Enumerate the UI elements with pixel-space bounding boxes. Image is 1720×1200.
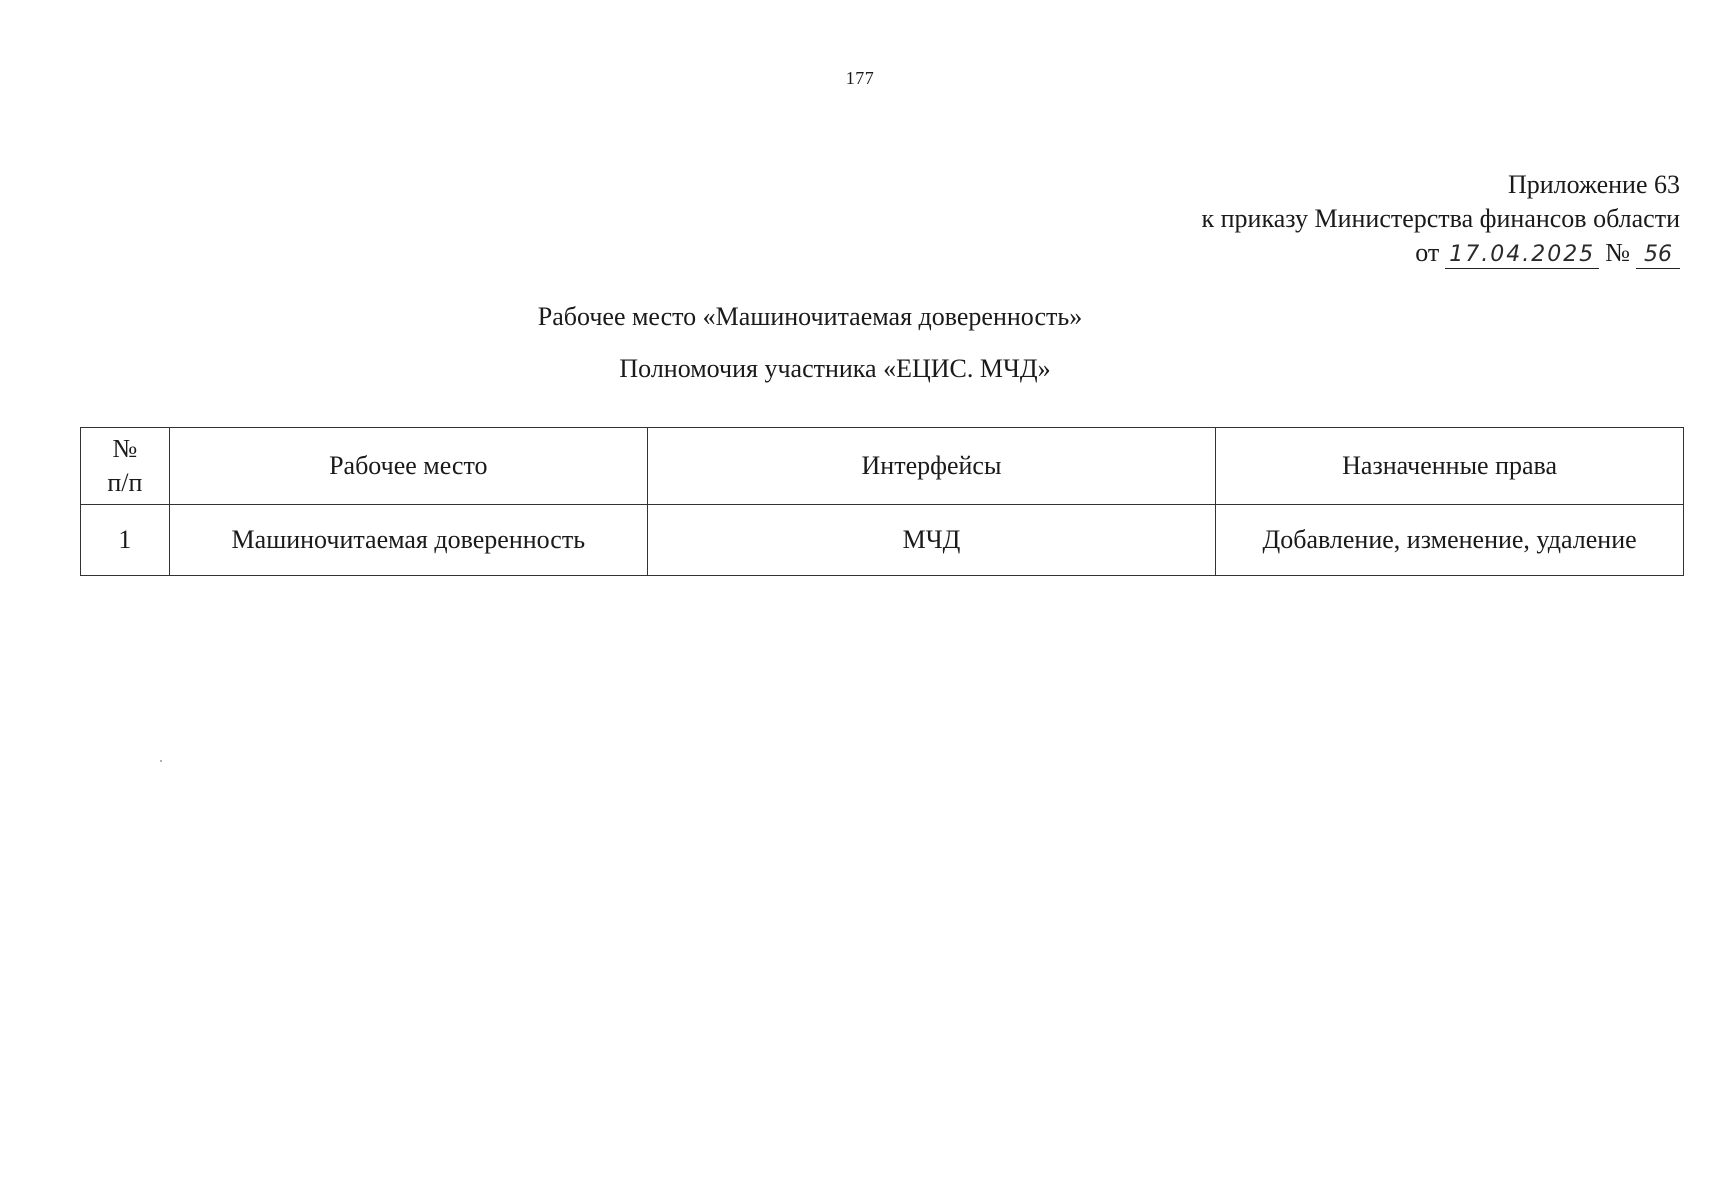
header-workstation: Рабочее место — [169, 428, 647, 505]
appendix-date-line — [980, 236, 1680, 270]
workstation-title: Рабочее место «Машиночитаемая доверенность» — [537, 302, 1083, 331]
handwritten-order-number: 56 — [1636, 242, 1680, 269]
header-number-pp: п/п — [107, 468, 143, 497]
page-number: 177 — [845, 68, 875, 88]
table-row — [81, 505, 1684, 576]
date-prefix: от — [1415, 238, 1440, 267]
number-prefix: № — [1605, 238, 1630, 267]
header-number — [81, 428, 170, 505]
header-number-sign: № — [112, 434, 138, 463]
permissions-title: Полномочия участника «ЕЦИС. МЧД» — [619, 354, 1051, 383]
table-header-row — [81, 428, 1684, 505]
handwritten-date: 17.04.2025 — [1445, 242, 1599, 269]
permissions-table — [80, 427, 1684, 576]
cell-number: 1 — [81, 505, 170, 576]
appendix-title: Приложение 63 — [1507, 170, 1680, 199]
header-interfaces: Интерфейсы — [647, 428, 1215, 505]
header-rights: Назначенные права — [1216, 428, 1684, 505]
cell-rights: Добавление, изменение, удаление — [1216, 505, 1684, 576]
scan-speck — [160, 760, 162, 762]
appendix-order-reference: к приказу Министерства финансов области — [1201, 204, 1680, 233]
cell-workstation: Машиночитаемая доверенность — [169, 505, 647, 576]
appendix-header — [980, 168, 1680, 270]
cell-interface: МЧД — [647, 505, 1215, 576]
